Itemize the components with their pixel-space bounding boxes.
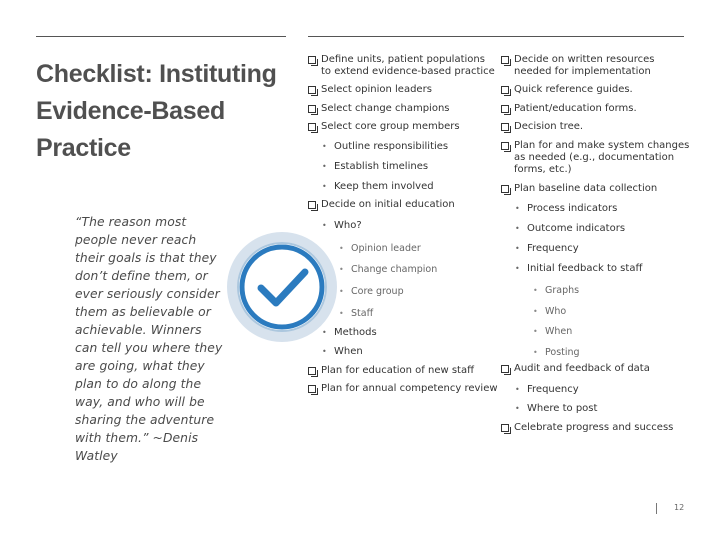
checklist-item-quick-reference <box>501 84 633 96</box>
checklist-item-decide-education <box>308 199 455 211</box>
written-resources-line-2: needed for implementation <box>514 66 651 77</box>
sub-bullet-staff: • Staff <box>339 308 373 320</box>
quote-text: “The reason most people never reach their goals is that they don’t define them, or ever seriously consider them as believable or achievable. Winners can tell you where they are going, what they plan to do along the way, and who will be sharing the adventure with them.” ~Denis Watley <box>75 215 223 463</box>
item-label: Celebrate progress and success <box>514 422 674 433</box>
system-changes-line-3: forms, etc.) <box>514 164 572 175</box>
checklist-item-plan-competency <box>308 383 498 395</box>
item-label: Plan for annual competency review <box>321 383 498 394</box>
checkbox-icon <box>308 367 316 375</box>
checklist-item-plan-new-staff <box>308 365 474 377</box>
checkbox-icon <box>501 56 509 64</box>
sub-bullet-graphs: • Graphs <box>533 285 579 297</box>
checkbox-icon <box>308 201 316 209</box>
item-label: Patient/education forms. <box>514 103 637 114</box>
bullet-initial-feedback: • Initial feedback to staff <box>515 263 642 275</box>
checkbox-icon <box>308 56 316 64</box>
item-label: Decide on initial education <box>321 199 455 210</box>
title-top-rule <box>36 36 286 37</box>
sub-bullet-opinion-leader: • Opinion leader <box>339 243 421 255</box>
item-label: Decision tree. <box>514 121 584 132</box>
item-label: Select opinion leaders <box>321 84 432 95</box>
sub-bullet-when: • When <box>533 326 572 338</box>
bullet-audit-frequency: • Frequency <box>515 384 579 396</box>
checkbox-icon <box>308 105 316 113</box>
sub-bullet-posting: • Posting <box>533 347 580 359</box>
checkbox-icon <box>501 86 509 94</box>
checkbox-icon <box>308 385 316 393</box>
bullet-when: • When <box>322 346 363 358</box>
item-label: Quick reference guides. <box>514 84 633 95</box>
footer-separator <box>656 503 657 514</box>
checklist-item-patient-forms <box>501 103 637 115</box>
checklist-item-core-group <box>308 121 460 133</box>
written-resources-line-1: Decide on written resources <box>514 54 655 65</box>
bullet-process-indicators: • Process indicators <box>515 203 617 215</box>
sub-bullet-who: • Who <box>533 306 566 318</box>
checklist-item-audit-feedback <box>501 363 650 375</box>
checkbox-icon <box>501 365 509 373</box>
bullet-who: • Who? <box>322 220 362 232</box>
bullet-keep-involved: • Keep them involved <box>322 181 434 193</box>
checklist-item-written-resources <box>501 54 654 78</box>
system-changes-line-2: as needed (e.g., documentation <box>514 152 675 163</box>
checklist-item-baseline-data <box>501 183 657 195</box>
system-changes-line-1: Plan for and make system changes <box>514 140 690 151</box>
checkbox-icon <box>501 185 509 193</box>
checklist-item-system-changes <box>501 140 689 176</box>
page-title: Checklist: Instituting Evidence-Based Practice <box>36 60 277 162</box>
bullet-methods: • Methods <box>322 327 377 339</box>
checklist-item-opinion-leaders <box>308 84 432 96</box>
bullet-frequency: • Frequency <box>515 243 579 255</box>
define-units-line-1: Define units, patient populations <box>321 54 485 65</box>
bullet-establish-timelines: • Establish timelines <box>322 161 428 173</box>
checklist-item-decision-tree <box>501 121 583 133</box>
checkbox-icon <box>501 105 509 113</box>
bullet-where-post: • Where to post <box>515 403 597 415</box>
checklist-item-change-champions <box>308 103 450 115</box>
define-units-line-2: to extend evidence-based practice <box>321 66 495 77</box>
bullet-outcome-indicators: • Outcome indicators <box>515 223 625 235</box>
item-label: Select change champions <box>321 103 450 114</box>
checklist-item-celebrate <box>501 422 673 434</box>
checkbox-icon <box>308 123 316 131</box>
sub-bullet-change-champion: • Change champion <box>339 264 437 276</box>
checklist-item-define-units <box>308 54 495 78</box>
checkbox-icon <box>501 123 509 131</box>
page-number: 12 <box>674 503 685 512</box>
content-top-rule <box>308 36 684 37</box>
item-label: Audit and feedback of data <box>514 363 650 374</box>
item-label: Plan for education of new staff <box>321 365 474 376</box>
checkbox-icon <box>308 86 316 94</box>
sub-bullet-core-group: • Core group <box>339 286 404 298</box>
bullet-outline-responsibilities: • Outline responsibilities <box>322 141 448 153</box>
item-label: Select core group members <box>321 121 460 132</box>
checkbox-icon <box>501 424 509 432</box>
checkbox-icon <box>501 142 509 150</box>
item-label: Plan baseline data collection <box>514 183 658 194</box>
